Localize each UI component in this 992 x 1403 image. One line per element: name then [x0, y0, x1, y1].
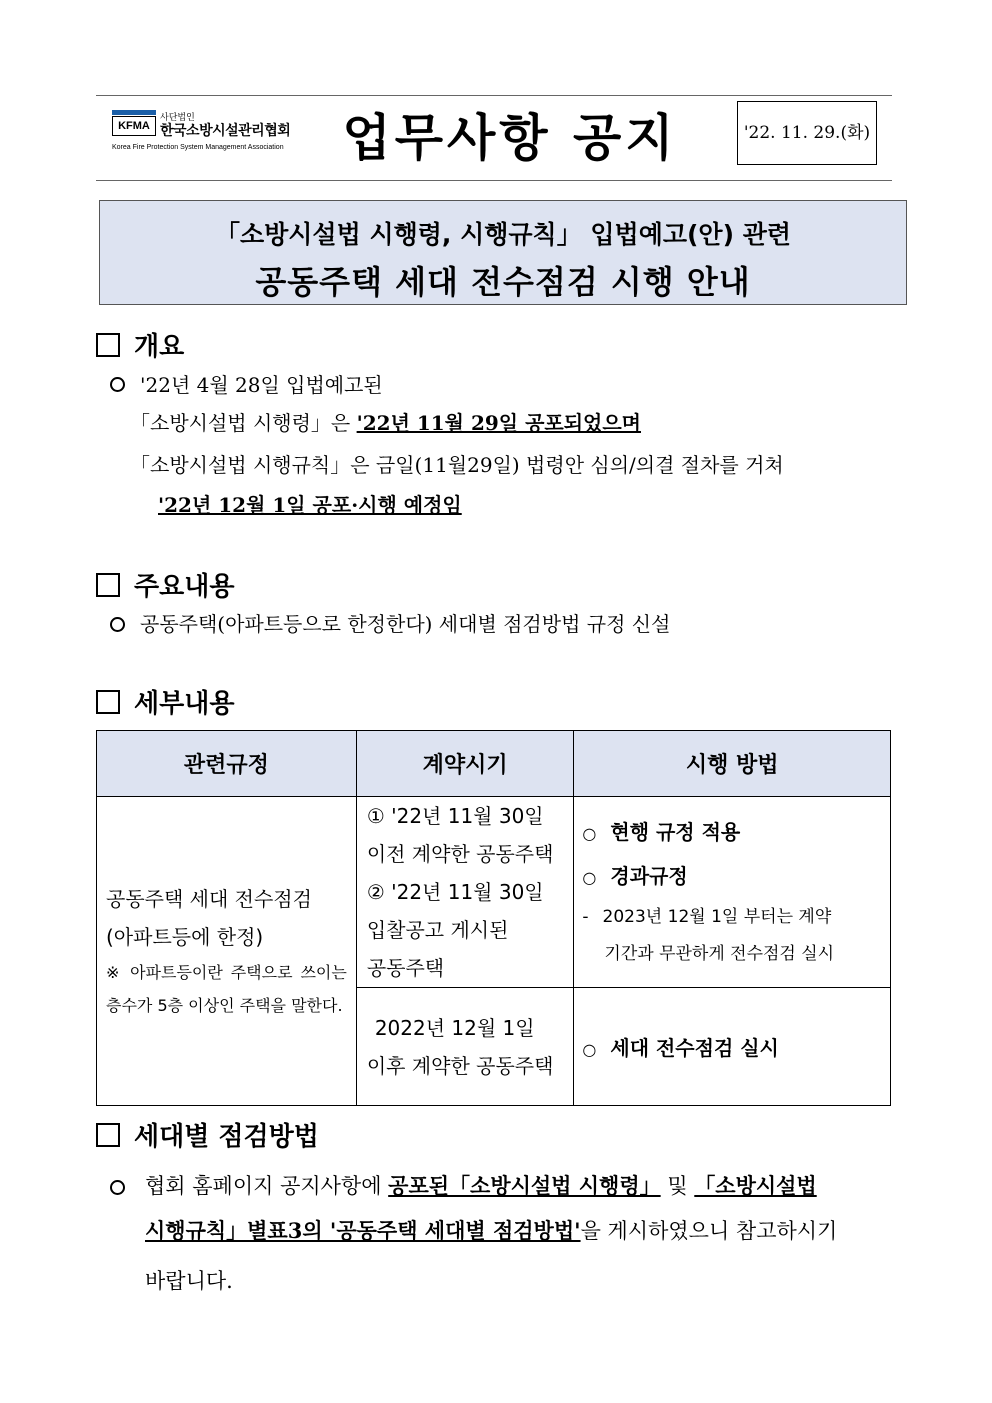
logo-name: 한국소방시설관리협회 — [160, 123, 291, 139]
table-header-cell: 시행 방법 — [574, 731, 891, 797]
table-header-cell: 계약시기 — [356, 731, 574, 797]
period-cell-2 — [356, 988, 574, 1106]
method-line-1-emphasis-1: 공포된「소방시설법 시행령」 — [388, 1173, 661, 1198]
period-line: 이후 계약한 공동주택 — [366, 1053, 554, 1078]
checkbox-square-icon — [96, 333, 120, 357]
method-line-2-text: 을 게시하였으니 참고하시기 — [580, 1219, 838, 1243]
title-line-2: 공동주택 세대 전수점검 시행 안내 — [255, 263, 751, 301]
method-line-2-emphasis: 시행규칙」별표3의 '공동주택 세대별 점검방법' — [145, 1218, 581, 1243]
method-bullet-3-text: 세대 전수점검 실시 — [610, 1036, 779, 1060]
regulation-line-2: (아파트등에 한정) — [106, 925, 264, 949]
period-cell-1 — [356, 797, 574, 988]
method-line-1-emphasis-2: 「소방시설법 — [694, 1173, 817, 1198]
period-line: ② '22년 11월 30일 — [366, 880, 544, 904]
title-box — [99, 200, 907, 305]
document-title: 업무사항 공지 — [342, 109, 678, 167]
section-details — [96, 683, 234, 720]
section-heading: 세부내용 — [134, 689, 235, 719]
logo-sub: 사단법인 — [160, 113, 195, 123]
circle-bullet-icon — [110, 377, 125, 392]
notice-date: '22. 11. 29.(화) — [737, 101, 877, 165]
method-cell-1 — [574, 797, 891, 988]
kfma-logo — [112, 110, 302, 156]
period-line: 입찰공고 게시된 — [366, 918, 509, 942]
period-line: ① '22년 11월 30일 — [366, 804, 544, 828]
header-bottom-rule — [96, 180, 892, 181]
details-table — [96, 730, 891, 1106]
logo-eng: Korea Fire Protection System Management Association — [112, 144, 284, 151]
circle-bullet-icon — [110, 1180, 125, 1195]
overview-line-4-emphasis: '22년 12월 1일 공포·시행 예정임 — [158, 493, 462, 517]
table-header-cell: 관련규정 — [97, 731, 357, 797]
section-heading: 세대별 점검방법 — [134, 1122, 319, 1152]
header-top-rule — [96, 95, 892, 96]
overview-line-1: '22년 4월 28일 입법예고된 — [140, 373, 383, 397]
section-main-content — [96, 566, 234, 603]
method-dash-line-2: 기간과 무관하게 전수점검 실시 — [604, 944, 835, 964]
overview-line-2-emphasis: '22년 11월 29일 공포되었으며 — [356, 411, 641, 435]
method-line-2 — [145, 1215, 837, 1245]
method-line-1-conj: 및 — [660, 1174, 695, 1198]
overview-line-2-text: 「소방시설법 시행령」은 — [130, 411, 357, 435]
method-bullet-1-text: 현행 규정 적용 — [610, 820, 741, 844]
method-line-1 — [145, 1170, 817, 1200]
method-line-3: 바랍니다. — [145, 1269, 233, 1293]
regulation-cell — [97, 797, 357, 1106]
logo-stripe — [112, 110, 156, 115]
overview-line-2 — [130, 407, 641, 436]
section-overview — [96, 326, 184, 363]
circle-bullet-icon — [110, 617, 125, 632]
checkbox-square-icon — [96, 573, 120, 597]
table-row — [97, 797, 891, 988]
main-content-line-1: 공동주택(아파트등으로 한정한다) 세대별 점검방법 규정 신설 — [140, 612, 671, 636]
method-bullet-2: ○ 경과규정 — [582, 864, 688, 888]
overview-line-4 — [158, 489, 462, 518]
logo-abbr: KFMA — [112, 116, 156, 136]
period-line: 이전 계약한 공동주택 — [366, 842, 554, 866]
title-line-1: 「소방시설법 시행령, 시행규칙」 입법예고(안) 관련 — [214, 220, 791, 249]
regulation-line-1: 공동주택 세대 전수점검 — [106, 887, 312, 911]
method-bullet-3: ○ 세대 전수점검 실시 — [582, 1036, 779, 1060]
table-header-row — [97, 731, 891, 797]
period-line: 2022년 12월 1일 — [374, 1015, 535, 1040]
regulation-note: ※ 아파트등이란 주택으로 쓰이는 층수가 5층 이상인 주택을 말한다. — [106, 963, 347, 1015]
checkbox-square-icon — [96, 690, 120, 714]
overview-line-3: 「소방시설법 시행규칙」은 금일(11월29일) 법령안 심의/의결 절차를 거쳐 — [130, 453, 784, 477]
method-dash-text: 2023년 12월 1일 부터는 계약 — [602, 907, 832, 927]
section-heading: 주요내용 — [134, 572, 235, 602]
section-inspection-method — [96, 1116, 319, 1153]
method-dash-line: - 2023년 12월 1일 부터는 계약 — [582, 907, 832, 927]
method-bullet-1: ○ 현행 규정 적용 — [582, 820, 741, 844]
method-line-1-text: 협회 홈페이지 공지사항에 — [145, 1174, 389, 1198]
method-bullet-2-text: 경과규정 — [610, 864, 688, 888]
section-heading: 개요 — [134, 332, 185, 362]
period-line: 공동주택 — [366, 956, 445, 980]
method-cell-2 — [574, 988, 891, 1106]
checkbox-square-icon — [96, 1123, 120, 1147]
